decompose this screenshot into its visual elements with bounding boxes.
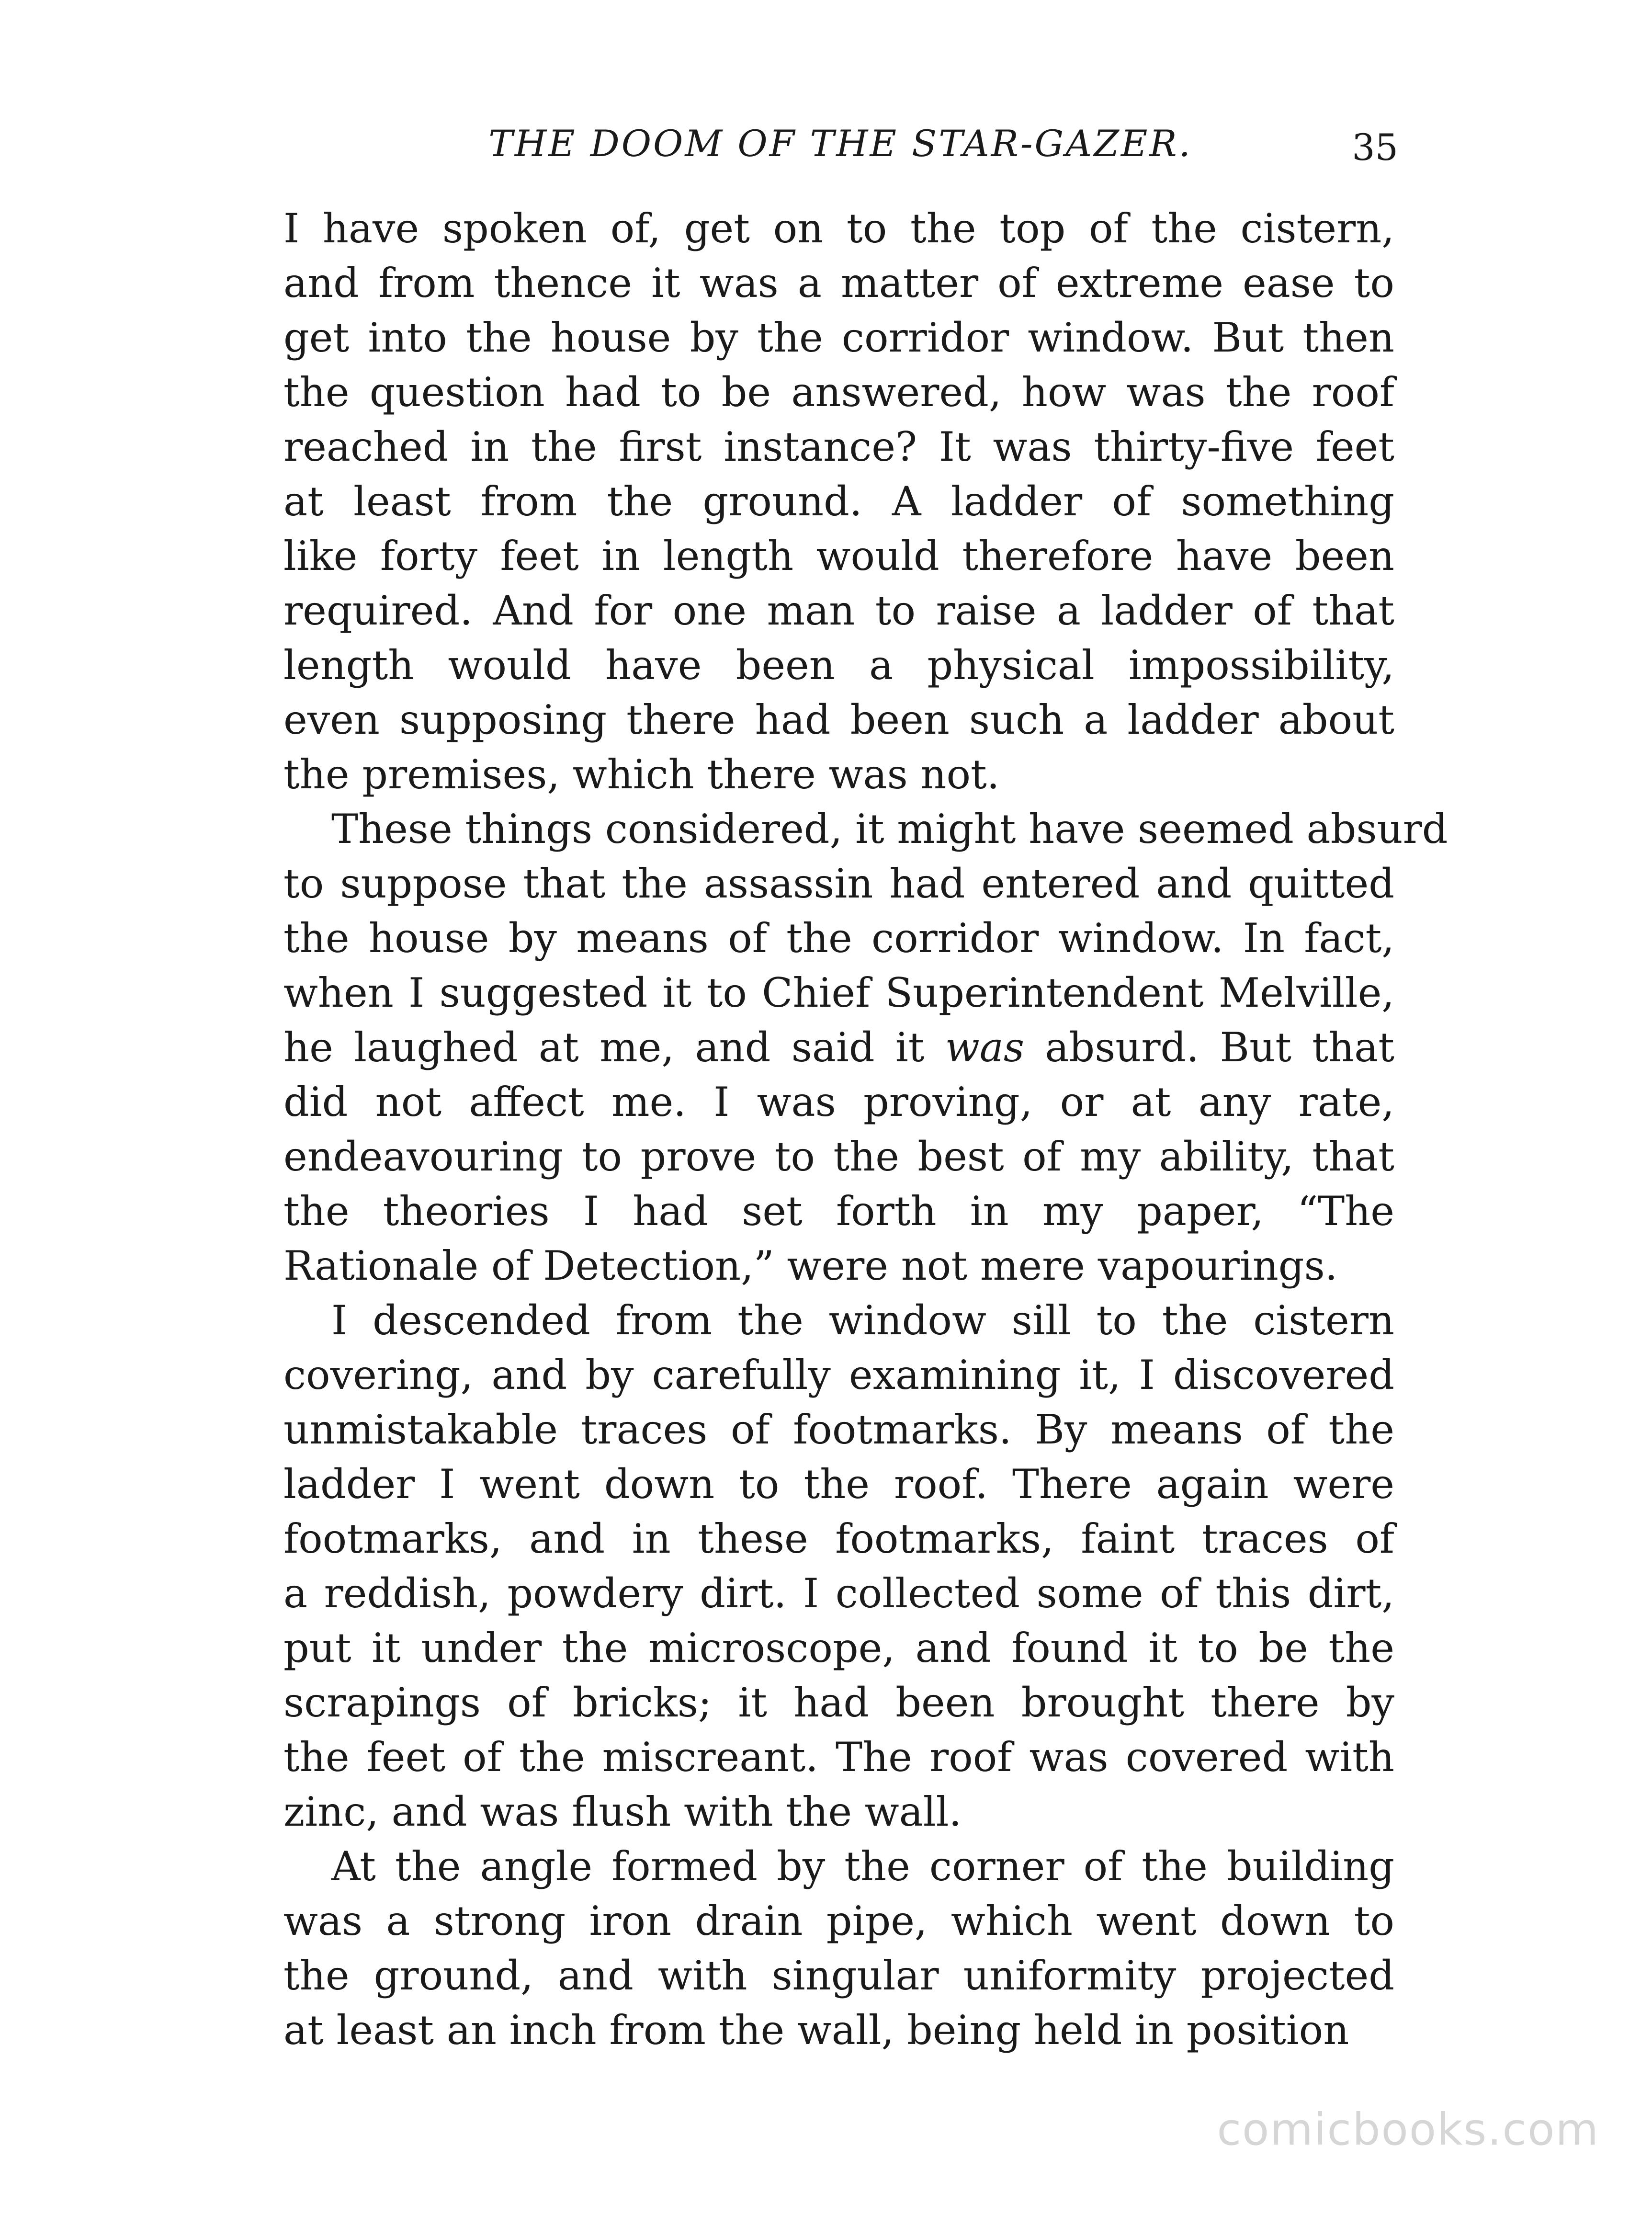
text-line: he laughed at me, and said it was absurd. But that [283,1024,1394,1071]
text-line: zinc, and was flush with the wall. [283,1788,962,1835]
text-line: the feet of the miscreant. The roof was covered with [283,1734,1394,1781]
text-line: a reddish, powdery dirt. I collected some of this dirt, [283,1570,1394,1617]
body-text [283,201,1448,2057]
text-line: did not affect me. I was proving, or at any rate, [283,1079,1394,1125]
text-line: get into the house by the corridor window. But then [283,314,1394,361]
text-line: required. And for one man to raise a ladder of that [283,587,1394,634]
text-line: At the angle formed by the corner of the building [331,1843,1394,1890]
text-line: was a strong iron drain pipe, which went down to [283,1897,1394,1944]
text-line: I have spoken of, get on to the top of the cistern, [283,205,1394,252]
text-line: the theories I had set forth in my paper, “The [283,1188,1394,1235]
paragraph [283,1839,1394,2057]
text-line: reached in the first instance? It was thirty-five feet [283,423,1394,470]
running-title: THE DOOM OF THE STAR-GAZER. [488,122,1192,165]
text-line: at least an inch from the wall, being held in position [283,2007,1349,2054]
paragraph [283,201,1394,802]
text-line: when I suggested it to Chief Superintendent Melville, [283,969,1394,1016]
text-line: ladder I went down to the roof. There again were [283,1461,1394,1508]
text-line: length would have been a physical impossibility, [283,642,1394,689]
text-line: scrapings of bricks; it had been brought there by [283,1679,1394,1726]
emphasis: was [945,1024,1024,1071]
text-line: even supposing there had been such a ladder about [283,696,1394,743]
text-line: put it under the microscope, and found it to be the [283,1625,1394,1671]
text-line: covering, and by carefully examining it, I discovered [283,1352,1394,1398]
text-line: I descended from the window sill to the cistern [331,1297,1394,1344]
text-line: the ground, and with singular uniformity projected [283,1952,1394,1999]
text-line: These things considered, it might have seemed absurd [331,806,1448,852]
paragraph [283,802,1448,1293]
running-head [287,115,1398,172]
page-number: 35 [1352,126,1398,169]
paragraph [283,1293,1394,1839]
text-line: the house by means of the corridor window. In fact, [283,915,1394,962]
text-line: Rationale of Detection,” were not mere vapourings. [283,1242,1338,1289]
text-line: and from thence it was a matter of extreme ease to [283,260,1394,307]
text-line: the question had to be answered, how was the roof [283,369,1394,416]
text-line: the premises, which there was not. [283,751,1000,798]
watermark: comicbooks.com [1217,2104,1599,2155]
text-line: to suppose that the assassin had entered and quitted [283,860,1394,907]
text-line: footmarks, and in these footmarks, faint traces of [283,1515,1394,1562]
text-line: like forty feet in length would therefore have been [283,533,1394,579]
text-line: unmistakable traces of footmarks. By means of the [283,1406,1394,1453]
text-line: at least from the ground. A ladder of something [283,478,1394,525]
text-line: endeavouring to prove to the best of my ability, that [283,1133,1394,1180]
